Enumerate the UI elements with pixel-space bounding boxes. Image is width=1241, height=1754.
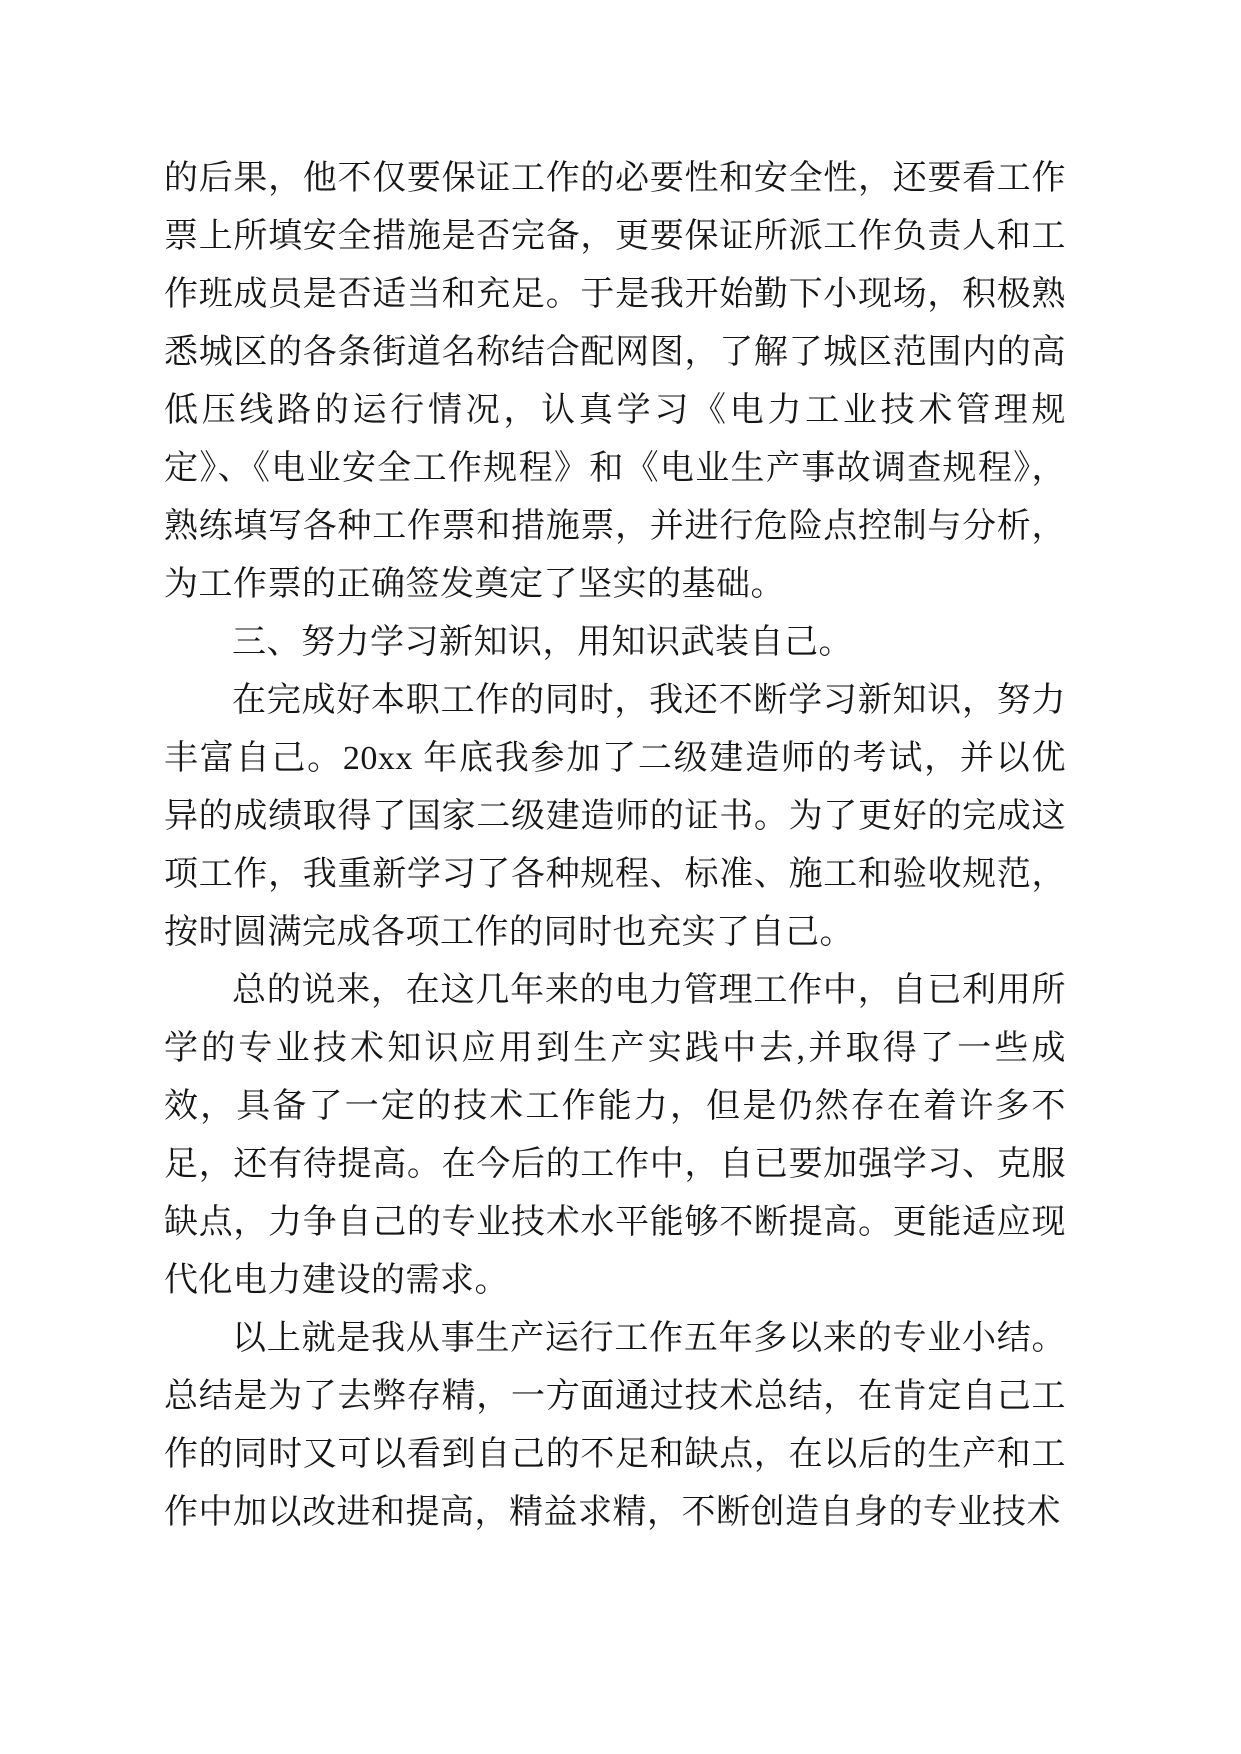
document-body (164, 150, 1066, 1542)
paragraph: 总的说来，在这几年来的电力管理工作中，自已利用所学的专业技术知识应用到生产实践中去,并取得了一些成效，具备了一定的技术工作能力，但是仍然存在着许多不足，还有待提高。在今后的工作中，自已要加强学习、克服缺点，力争自己的专业技术水平能够不断提高。更能适应现代化电力建设的需求。 (164, 972, 1066, 1299)
paragraph: 的后果，他不仅要保证工作的必要性和安全性，还要看工作票上所填安全措施是否完备，更要保证所派工作负责人和工作班成员是否适当和充足。于是我开始勤下小现场，积极熟悉城区的各条街道名称结合配网图，了解了城区范围内的高低压线路的运行情况，认真学习《电力工业技术管理规定》、《电业安全工作规程》和《电业生产事故调查规程》，熟练填写各种工作票和措施票，并进行危险点控制与分析，为工作票的正确签发奠定了坚实的基础。 (164, 160, 1066, 603)
paragraph: 在完成好本职工作的同时，我还不断学习新知识，努力丰富自己。20xx 年底我参加了二级建造师的考试，并以优异的成绩取得了国家二级建造师的证书。为了更好的完成这项工作，我重新学习了各种规程、标准、施工和验收规范，按时圆满完成各项工作的同时也充实了自己。 (164, 682, 1066, 951)
paragraph: 以上就是我从事生产运行工作五年多以来的专业小结。总结是为了去弊存精，一方面通过技术总结，在肯定自己工作的同时又可以看到自己的不足和缺点，在以后的生产和工作中加以改进和提高，精益求精，不断创造自身的专业技术 (164, 1320, 1066, 1531)
paragraph: 三、努力学习新知识，用知识武装自己。 (232, 624, 853, 661)
